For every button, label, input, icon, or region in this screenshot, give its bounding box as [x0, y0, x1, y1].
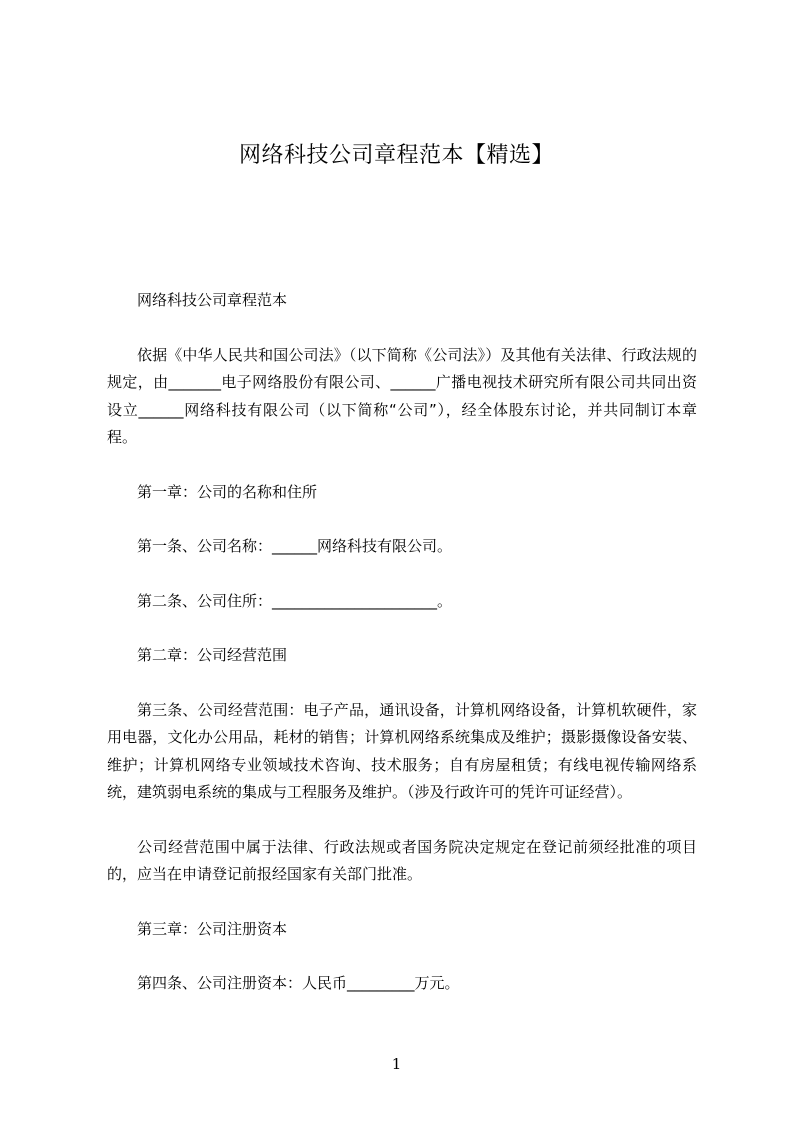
chapter-3-heading: 第三章：公司注册资本 [137, 919, 288, 938]
article-3: 第三条、公司经营范围：电子产品，通讯设备，计算机网络设备，计算机软硬件，家用电器，文化办公用品，耗材的销售；计算机网络系统集成及维护；摄影摄像设备安装、维护；计算机网络专业领域技术咨询、技术服务；自有房屋租赁；有线电视传输网络系统，建筑弱电系统的集成与工程服务及维护。（涉及行政许可的凭许可证经营）。 [107, 700, 697, 801]
paragraph-preamble: 依据《中华人民共和国公司法》（以下简称《公司法》）及其他有关法律、行政法规的规定，由_______电子网络股份有限公司、______广播电视技术研究所有限公司共同出资设立______网络科技有限公司（以下简称“公司”），经全体股东讨论，并共同制订本章程。 [107, 345, 697, 446]
article-4: 第四条、公司注册资本：人民币_________万元。 [137, 974, 460, 992]
document-title: 网络科技公司章程范本【精选】 [238, 143, 554, 168]
document-body [107, 287, 697, 998]
chapter-1-heading: 第一章：公司的名称和住所 [137, 482, 318, 501]
paragraph-business-scope-note: 公司经营范围中属于法律、行政法规或者国务院决定规定在登记前须经批准的项目的，应当在申请登记前报经国家有关部门批准。 [107, 837, 697, 883]
paragraph-subtitle: 网络科技公司章程范本 [137, 291, 288, 309]
page-number: 1 [391, 1055, 402, 1073]
article-2: 第二条、公司住所：______________________。 [137, 591, 453, 610]
article-1: 第一条、公司名称：______网络科技有限公司。 [137, 537, 453, 555]
chapter-2-heading: 第二章：公司经营范围 [137, 646, 288, 664]
